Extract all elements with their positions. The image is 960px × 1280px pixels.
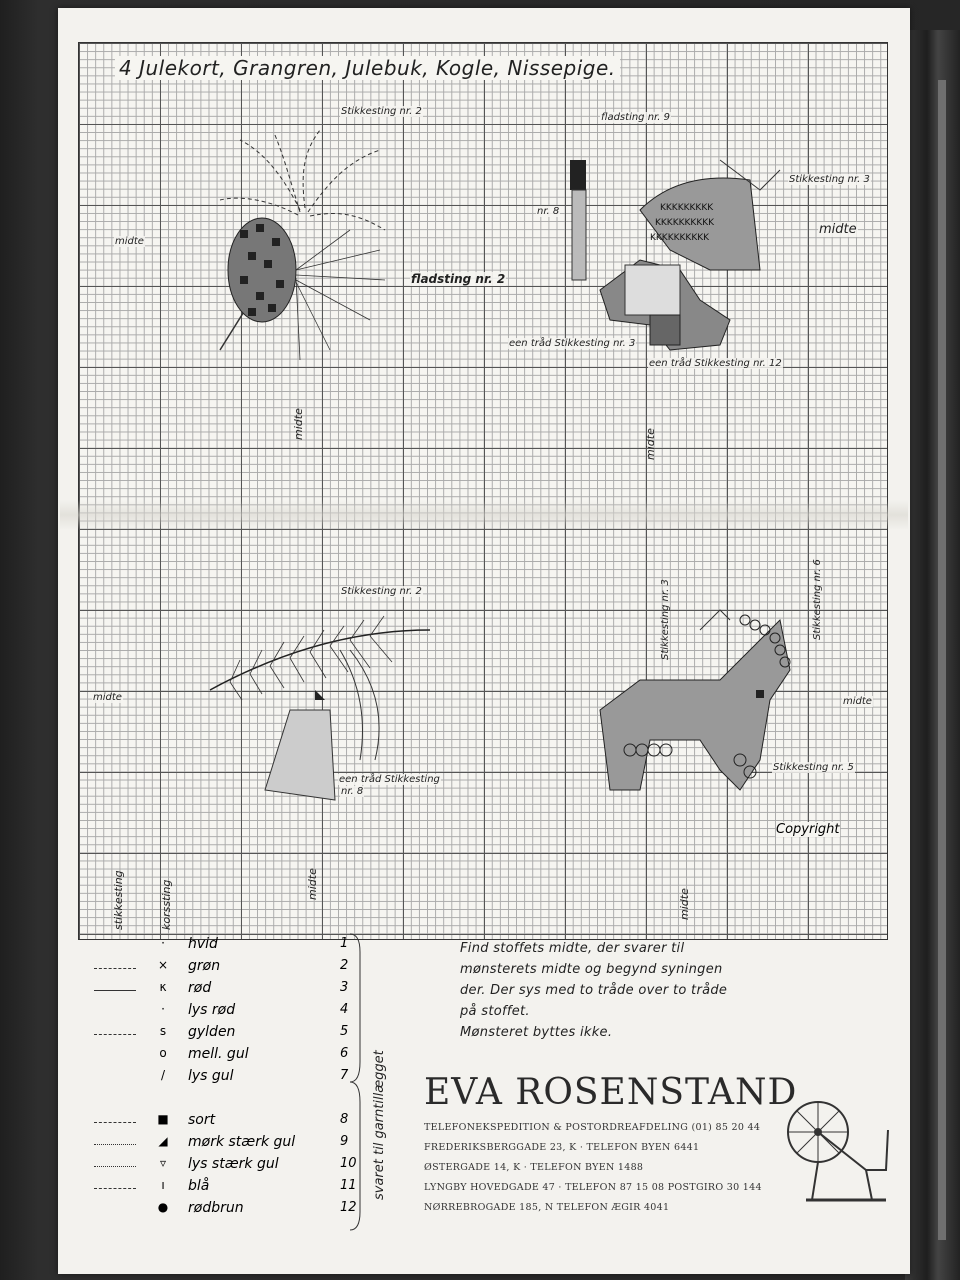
legend-stitch-line <box>94 990 136 991</box>
legend-color-name: blå <box>188 1178 210 1194</box>
midte-label-1: midte <box>115 236 144 247</box>
legend-color-name: gylden <box>188 1024 236 1040</box>
legend-list <box>78 936 378 1236</box>
legend-color-name: grøn <box>188 958 221 974</box>
page-title: 4 Julekort, Grangren, Julebuk, Kogle, Nissepige. <box>115 56 620 80</box>
legend-stitch-line <box>94 1166 136 1167</box>
legend-symbol: ▿ <box>159 1156 167 1170</box>
legend-color-name: rødbrun <box>188 1200 244 1216</box>
legend-color-name: mell. gul <box>188 1046 249 1062</box>
paper-fold <box>60 500 908 530</box>
legend-symbol: o <box>159 1046 167 1060</box>
midte-label-7: midte <box>843 696 872 707</box>
midte-label-8: midte <box>678 888 691 920</box>
julebuk-motif <box>580 590 820 830</box>
legend-stitch-line <box>94 1122 136 1123</box>
instruction-line: Find stoffets midte, der svarer til <box>460 941 685 956</box>
note-nisse-nr8: nr. 8 <box>537 206 560 217</box>
note-nisse-fladsting: fladsting nr. 9 <box>601 112 670 123</box>
legend-number: 4 <box>340 1002 349 1017</box>
legend-bracket <box>348 932 364 1232</box>
brand-address-line: LYNGBY HOVEDGADE 47 · TELEFON 87 15 08 POSTGIRO 30 144 <box>424 1182 762 1193</box>
frame-edge <box>905 30 960 1280</box>
legend-color-name: sort <box>188 1112 216 1128</box>
note-buk-stikkesting5: Stikkesting nr. 5 <box>773 762 854 773</box>
legend-symbol: / <box>160 1068 166 1082</box>
note-nisse-stikkesting: Stikkesting nr. 3 <box>789 174 870 185</box>
legend-symbol: ı <box>161 1178 165 1192</box>
legend-row <box>78 1200 378 1222</box>
legend-symbol: · <box>161 1002 165 1016</box>
brand-address-line: TELEFONEKSPEDITION & POSTORDREAFDELING (01) 85 20 44 <box>424 1122 761 1133</box>
legend-color-name: rød <box>188 980 212 996</box>
midte-label-4: midte <box>644 428 657 460</box>
legend-row <box>78 936 378 958</box>
legend-row <box>78 958 378 980</box>
legend-number: 6 <box>340 1046 349 1061</box>
note-kogle-stikkesting: Stikkesting nr. 2 <box>341 106 422 117</box>
midte-label-2: midte <box>292 408 305 440</box>
note-gren-nr8: nr. 8 <box>341 786 364 797</box>
note-gren-en-traad: een tråd Stikkesting <box>339 774 440 785</box>
midte-label-3: midte <box>819 222 857 237</box>
legend-number: 11 <box>340 1178 357 1193</box>
svg-text:KKKKKKKKKK: KKKKKKKKKK <box>650 233 710 243</box>
legend-symbol: ■ <box>157 1112 169 1126</box>
brand-address-line: ØSTERGADE 14, K · TELEFON BYEN 1488 <box>424 1162 644 1173</box>
midte-label-5: midte <box>93 692 122 703</box>
brand-name: EVA ROSENSTAND <box>424 1072 798 1113</box>
note-kogle-fladsting: fladsting nr. 2 <box>411 272 506 286</box>
legend-stitch-line <box>94 968 136 969</box>
legend-symbol: × <box>157 958 169 972</box>
legend-number: 1 <box>340 936 349 951</box>
legend-color-name: mørk stærk gul <box>188 1134 296 1150</box>
nissepige-motif <box>530 150 790 370</box>
legend-stitch-line <box>94 1188 136 1189</box>
legend-number: 12 <box>340 1200 357 1215</box>
instructions <box>460 938 880 1043</box>
legend-color-name: lys rød <box>188 1002 236 1018</box>
legend-color-name: lys gul <box>188 1068 234 1084</box>
legend-col-korssting: korssting <box>160 879 173 930</box>
legend-row <box>78 1112 378 1134</box>
svg-text:KKKKKKKKKK: KKKKKKKKKK <box>655 218 715 228</box>
legend-number: 8 <box>340 1112 349 1127</box>
legend-row <box>78 1178 378 1200</box>
note-buk-stikkesting3: Stikkesting nr. 3 <box>660 579 671 660</box>
note-buk-stikkesting6: Stikkesting nr. 6 <box>812 559 823 640</box>
legend-symbol: ● <box>157 1200 169 1214</box>
frame-edge-highlight <box>938 80 946 1240</box>
instruction-line: mønsterets midte og begynd syningen <box>460 962 723 977</box>
legend-number: 7 <box>340 1068 349 1083</box>
spinning-wheel-logo <box>776 1090 896 1210</box>
brand-address-line: FREDERIKSBERGGADE 23, K · TELEFON BYEN 6441 <box>424 1142 700 1153</box>
legend-group-label: svaret til garntillægget <box>372 1050 387 1200</box>
note-gren-stikkesting: Stikkesting nr. 2 <box>341 586 422 597</box>
legend-number: 3 <box>340 980 349 995</box>
legend-row <box>78 1068 378 1090</box>
svg-text:KKKKKKKKK: KKKKKKKKK <box>660 203 714 213</box>
note-nisse-en-traad-12: een tråd Stikkesting nr. 12 <box>649 358 782 369</box>
kogle-motif <box>200 120 400 370</box>
legend-symbol: ◢ <box>158 1134 168 1148</box>
copyright-label: Copyright <box>776 822 840 837</box>
legend-number: 2 <box>340 958 349 973</box>
legend-number: 9 <box>340 1134 349 1149</box>
legend-number: 5 <box>340 1024 349 1039</box>
legend-number: 10 <box>340 1156 357 1171</box>
legend-symbol: s <box>159 1024 167 1038</box>
legend-color-name: hvid <box>188 936 218 952</box>
legend-row <box>78 1046 378 1068</box>
legend-row <box>78 1002 378 1024</box>
legend-symbol: · <box>161 936 165 950</box>
legend-color-name: lys stærk gul <box>188 1156 279 1172</box>
instruction-line: på stoffet. <box>460 1004 530 1019</box>
legend-row <box>78 1024 378 1046</box>
legend-stitch-line <box>94 1034 136 1035</box>
legend-stitch-line <box>94 1144 136 1145</box>
instruction-line: Mønsteret byttes ikke. <box>460 1025 613 1040</box>
instruction-line: der. Der sys med to tråde over to tråde <box>460 983 728 998</box>
legend-symbol: κ <box>159 980 167 994</box>
legend-row <box>78 980 378 1002</box>
note-nisse-en-traad: een tråd Stikkesting nr. 3 <box>509 338 636 349</box>
brand-address-line: NØRREBROGADE 185, N TELEFON ÆGIR 4041 <box>424 1202 670 1213</box>
legend-row <box>78 1156 378 1178</box>
legend-row <box>78 1134 378 1156</box>
legend-col-stikkesting: stikkesting <box>112 870 125 930</box>
midte-label-6: midte <box>306 868 319 900</box>
